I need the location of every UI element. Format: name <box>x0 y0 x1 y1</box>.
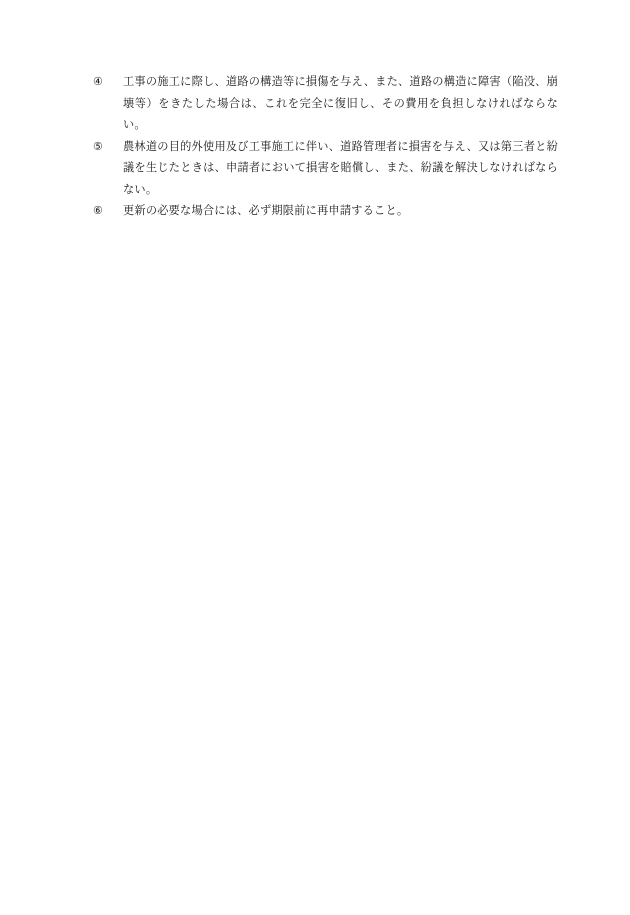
clause-text: 農林道の目的外使用及び工事施工に伴い、道路管理者に損害を与え、又は第三者と紛議を生じたときは、申請者において損害を賠償し、また、紛議を解決しなければならない。 <box>123 140 558 196</box>
list-item <box>93 137 558 202</box>
list-item <box>93 72 558 137</box>
clause-marker: ⑤ <box>93 140 104 153</box>
clause-marker: ④ <box>93 76 104 88</box>
list-item <box>93 201 558 223</box>
clause-text: 更新の必要な場合には、必ず期限前に再申請すること。 <box>123 205 409 217</box>
clause-marker: ⑥ <box>93 205 104 217</box>
document-body <box>93 72 558 223</box>
clause-text: 工事の施工に際し、道路の構造等に損傷を与え、また、道路の構造に障害（陥没、崩壊等）をきたした場合は、これを完全に復旧し、その費用を負担しなければならない。 <box>123 76 558 131</box>
